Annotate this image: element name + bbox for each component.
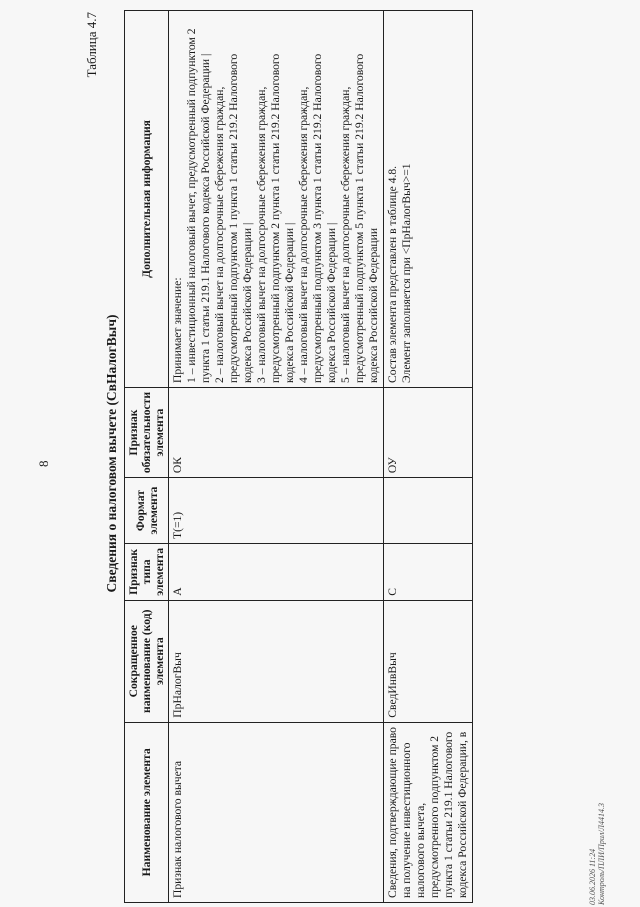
header-mandatory: Признак обязательности элемента [125, 387, 169, 477]
additional-line: Принимает значение: [171, 277, 184, 383]
table-header-row [125, 11, 169, 903]
cell-mandatory: ОУ [384, 387, 473, 477]
cell-name: Сведения, подтверждающие право на получение инвестиционного налогового вычета, предусмотренного подпунктом 2 пункта 1 статьи 219.1 Налогового кодекса Российской Федерации, в [384, 722, 473, 902]
cell-type-flag: С [384, 543, 473, 600]
page-number: 8 [36, 460, 51, 467]
cell-type-flag: А [169, 543, 384, 600]
additional-line: Состав элемента представлен в таблице 4.8. [386, 165, 399, 383]
cell-format [384, 478, 473, 544]
header-type-flag: Признак типа элемента [125, 543, 169, 600]
additional-line: 1 – инвестиционный налоговый вычет, предусмотренный подпунктом 2 пункта 1 статьи 219.1 Налогового кодекса Российской Федерации | [185, 28, 212, 383]
header-short-name: Сокращенное наименование (код) элемента [125, 600, 169, 722]
cell-mandatory: ОК [169, 387, 384, 477]
additional-line: 5 – налоговый вычет на долгосрочные сбережения граждан, предусмотренный подпунктом 5 пункта 1 статьи 219.2 Налогового кодекса Российской Федерации [339, 53, 380, 383]
cell-format: Т(=1) [169, 478, 384, 544]
additional-line: Элемент заполняется при <ПрНалогВыч>=1 [400, 163, 413, 383]
table-row [384, 11, 473, 903]
cell-short-name: СведИнвВыч [384, 600, 473, 722]
cell-additional [169, 11, 384, 388]
cell-name: Признак налогового вычета [169, 722, 384, 902]
footer-path: Контроль/ПЛИ/Прил/Л4414.3 [597, 802, 606, 905]
table-number: Таблица 4.7 [84, 12, 99, 78]
header-name: Наименование элемента [125, 722, 169, 902]
additional-line: 2 – налоговый вычет на долгосрочные сбережения граждан, предусмотренный подпунктом 1 пункта 1 статьи 219.2 Налогового кодекса Российской Федерации | [213, 53, 254, 383]
table-row [169, 11, 384, 903]
header-format: Формат элемента [125, 478, 169, 544]
document-footer [588, 803, 606, 905]
additional-line: 4 – налоговый вычет на долгосрочные сбережения граждан, предусмотренный подпунктом 3 пункта 1 статьи 219.2 Налогового кодекса Российской Федерации | [297, 53, 338, 383]
cell-additional [384, 11, 473, 388]
footer-timestamp: 03.06.2026 11:24 [588, 848, 597, 905]
elements-table [124, 10, 473, 903]
header-additional: Дополнительная информация [125, 11, 169, 388]
additional-line: 3 – налоговый вычет на долгосрочные сбережения граждан, предусмотренный подпунктом 2 пункта 1 статьи 219.2 Налогового кодекса Российской Федерации | [255, 53, 296, 383]
table-title: Сведения о налоговом вычете (СвНалогВыч) [104, 314, 119, 593]
cell-short-name: ПрНалогВыч [169, 600, 384, 722]
